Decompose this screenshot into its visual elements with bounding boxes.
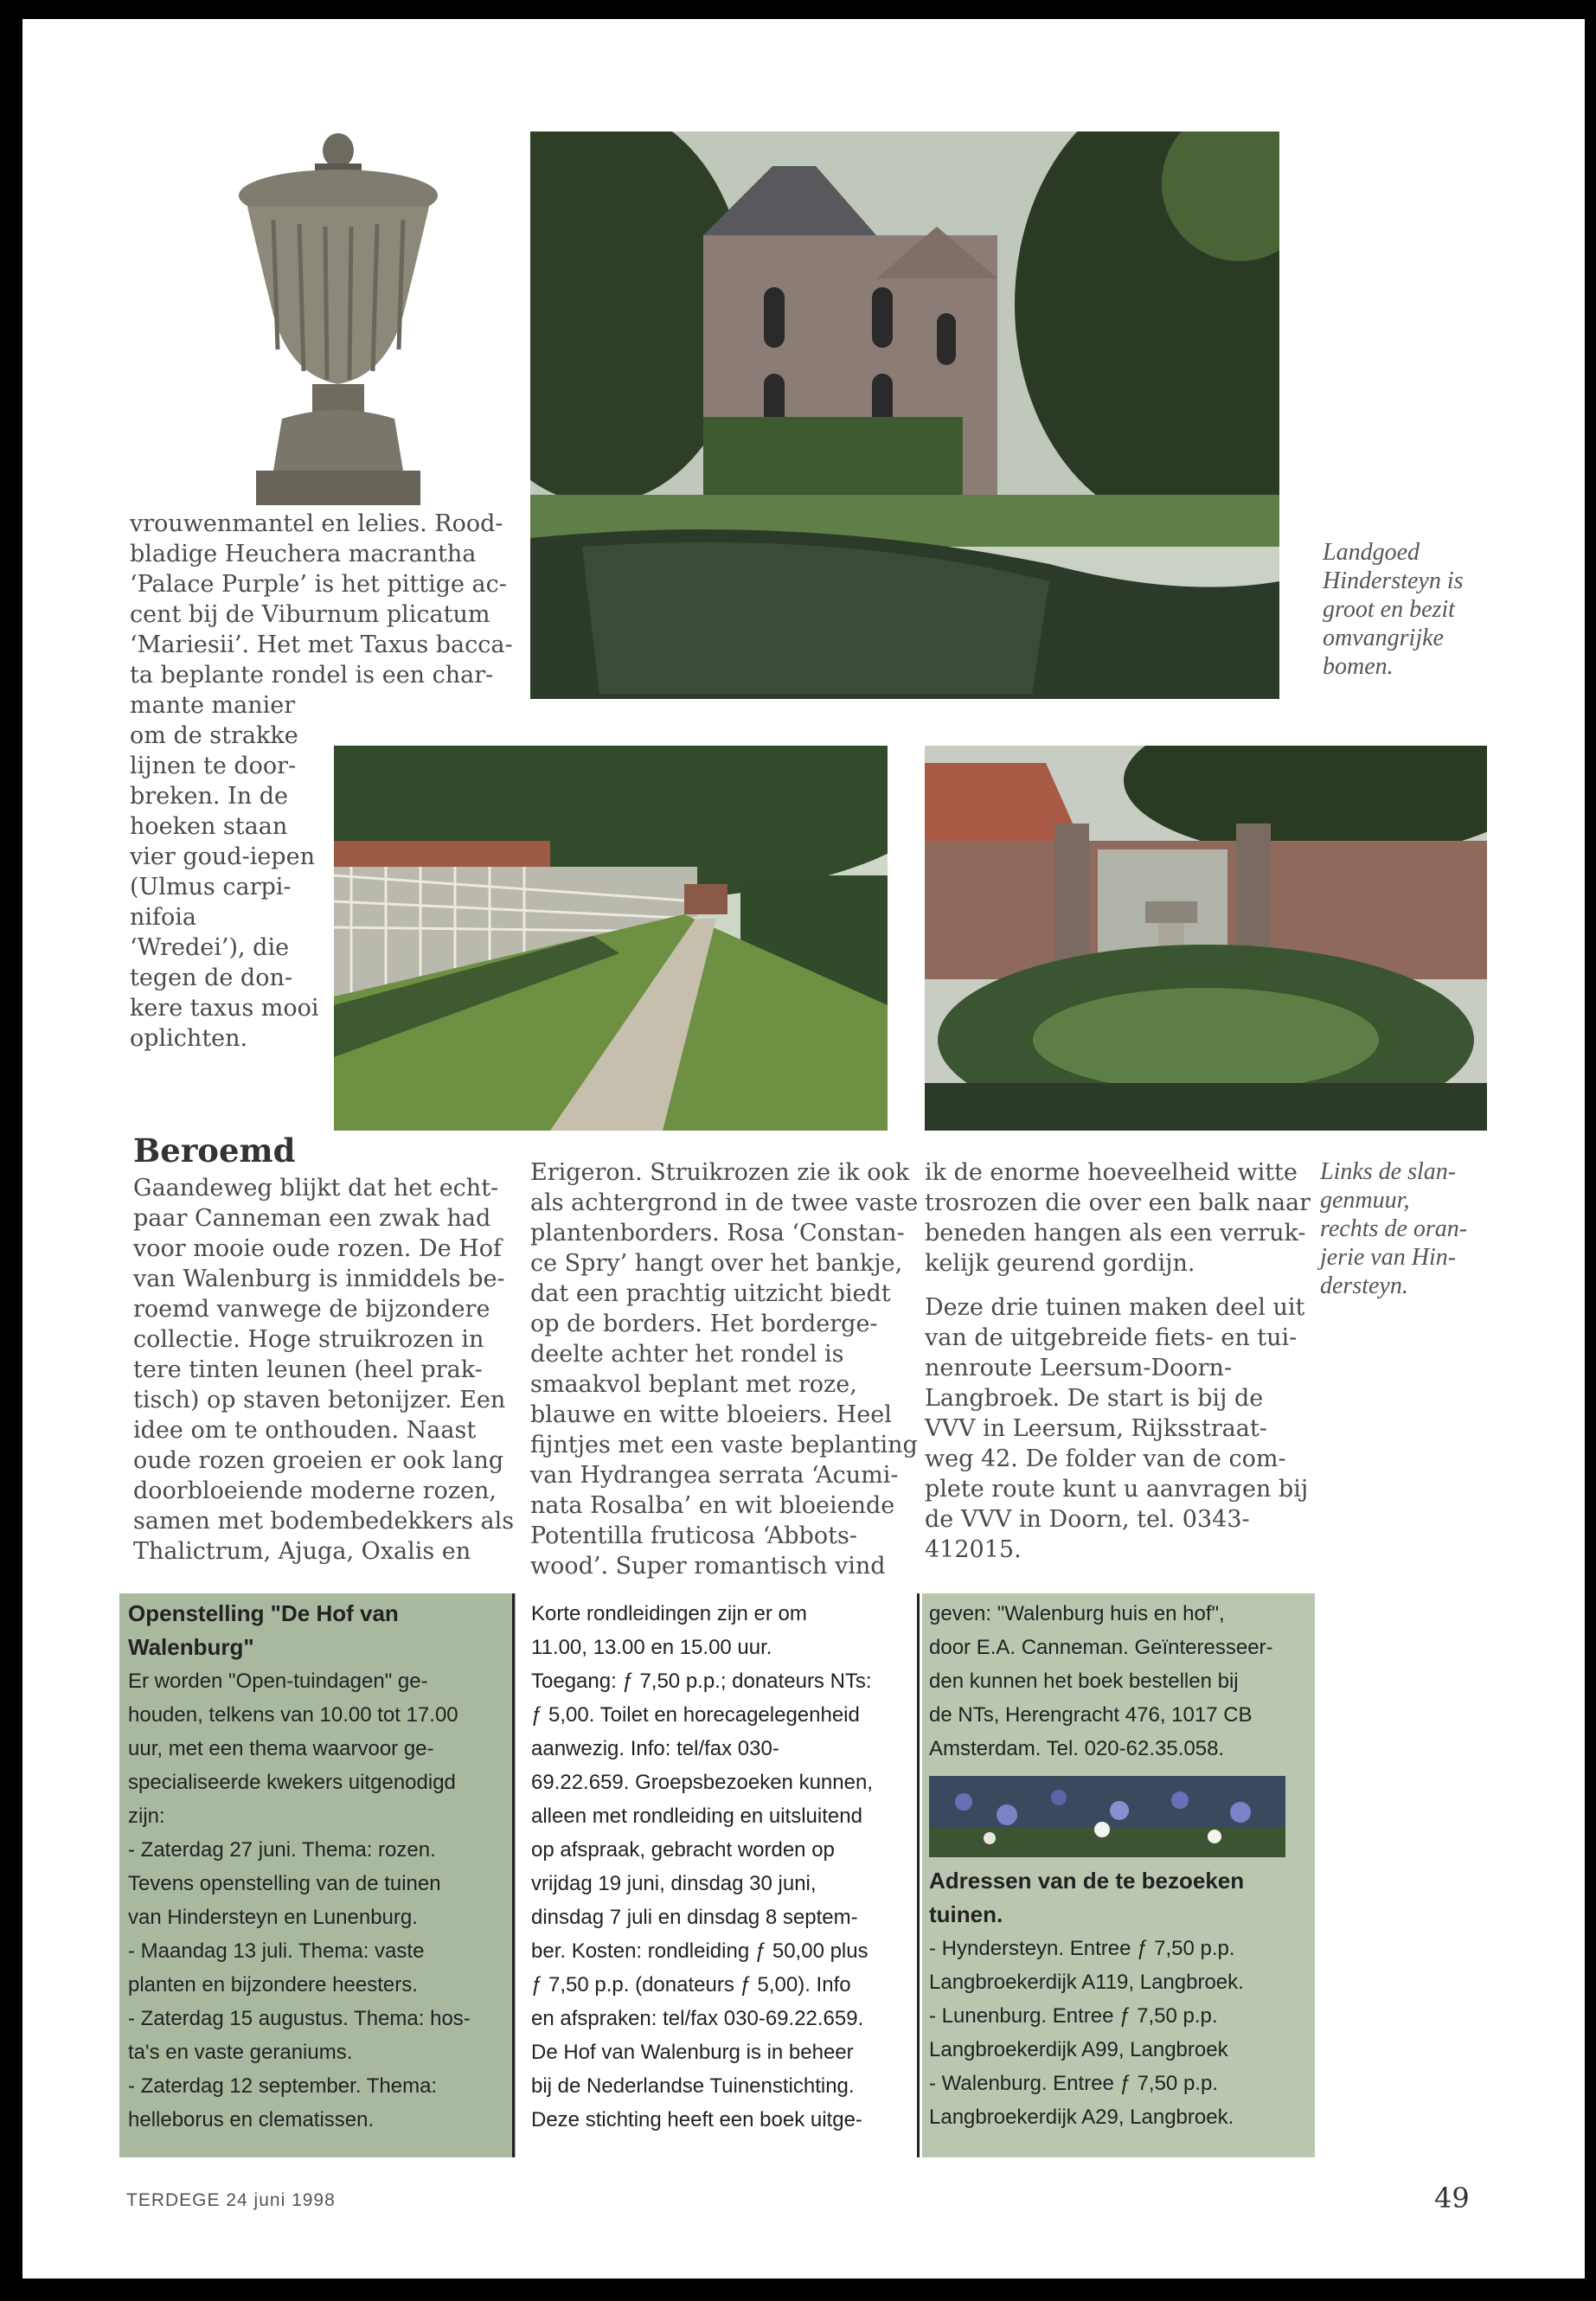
text-line: mante manier (130, 692, 296, 719)
text-line: (Ulmus carpi- (130, 874, 292, 901)
text-line: uur, met een thema waarvoor ge- (128, 1737, 434, 1760)
text-line: bij de Nederlandse Tuinenstichting. (531, 2074, 855, 2098)
text-line: trosrozen die over een balk naar (925, 1189, 1311, 1216)
text-line: op afspraak, gebracht worden op (531, 1838, 835, 1862)
magazine-page (22, 19, 1585, 2279)
text-line: en afspraken: tel/fax 030-69.22.659. (531, 2007, 864, 2030)
text-line: bladige Heuchera macrantha (130, 541, 477, 567)
text-line: door E.A. Canneman. Geïnteresseer- (929, 1636, 1273, 1659)
text-line: planten en bijzondere heesters. (128, 1973, 418, 1997)
text-line: - Hyndersteyn. Entree ƒ 7,50 p.p. (929, 1937, 1235, 1960)
text-line: - Maandag 13 juli. Thema: vaste (128, 1939, 425, 1963)
text-line: voor mooie oude rozen. De Hof (133, 1235, 502, 1262)
box-title: Walenburg" (128, 1634, 254, 1660)
column-divider (512, 1593, 515, 2157)
text-line: ik de enorme hoeveelheid witte (925, 1159, 1298, 1186)
castle-photo (530, 131, 1279, 699)
text-line: ta beplante rondel is een char- (130, 662, 494, 689)
text-line: VVV in Leersum, Rijksstraat- (925, 1415, 1267, 1442)
text-line: 412015. (925, 1536, 1022, 1563)
text-line: zijn: (128, 1804, 165, 1828)
info-box-opening (119, 1593, 516, 2157)
text-line: ‘Palace Purple’ is het pittige ac- (130, 571, 507, 598)
text-line: ‘Wredei’), die (130, 934, 290, 961)
text-line: samen met bodembedekkers als (133, 1508, 515, 1535)
text-line: ce Spry’ hangt over het bankje, (530, 1250, 903, 1277)
text-line: vier goud-iepen (130, 843, 315, 870)
text-line: Toegang: ƒ 7,50 p.p.; donateurs NTs: (531, 1670, 872, 1693)
text-line: dinsdag 7 juli en dinsdag 8 septem- (531, 1906, 858, 1929)
text-line: weg 42. De folder van de com- (925, 1445, 1286, 1472)
text-line: - Zaterdag 27 juni. Thema: rozen. (128, 1838, 436, 1862)
text-line: De Hof van Walenburg is in beheer (531, 2041, 854, 2064)
text-line: nenroute Leersum-Doorn- (925, 1355, 1233, 1381)
text-line: Potentilla fruticosa ‘Abbots- (530, 1522, 857, 1549)
body-column-2 (530, 1157, 918, 1581)
text-line: roemd vanwege de bijzondere (133, 1296, 490, 1323)
info-box-tours (526, 1593, 915, 2140)
text-line: 69.22.659. Groepsbezoeken kunnen, (531, 1771, 873, 1794)
text-line: - Zaterdag 12 september. Thema: (128, 2074, 438, 2098)
text-line: helleborus en clematissen. (128, 2108, 375, 2131)
text-line: plete route kunt u aanvragen bij (925, 1476, 1309, 1503)
page-number: 49 (1434, 2182, 1470, 2214)
text-line: Langbroek. De start is bij de (925, 1385, 1264, 1412)
text-line: Gaandeweg blijkt dat het echt- (133, 1175, 499, 1202)
text-line: oplichten. (130, 1025, 248, 1052)
caption-line: bomen. (1323, 653, 1394, 680)
text-line: tere tinten leunen (heel prak- (133, 1356, 483, 1383)
text-line: kelijk geurend gordijn. (925, 1250, 1195, 1277)
text-line: de NTs, Herengracht 476, 1017 CB (929, 1703, 1253, 1727)
text-line: van Walenburg is inmiddels be- (133, 1266, 505, 1292)
text-line: op de borders. Het bordergе- (530, 1311, 878, 1337)
caption-line: genmuur, (1320, 1187, 1410, 1214)
text-line: Erigeron. Struikrozen zie ik ook (530, 1159, 910, 1186)
box-title: tuinen. (929, 1901, 1003, 1927)
body-column-3 (925, 1157, 1311, 1565)
caption-line: Landgoed (1323, 539, 1420, 566)
text-line: - Zaterdag 15 augustus. Thema: hos- (128, 2007, 471, 2030)
caption-line: Hindersteyn is (1323, 567, 1464, 594)
caption-line: rechts de oran- (1320, 1215, 1468, 1242)
text-line: blauwe en witte bloeiers. Heel (530, 1401, 892, 1428)
text-line: ƒ 5,00. Toilet en horecagelegenheid (531, 1703, 860, 1727)
text-line: plantenborders. Rosa ‘Constan- (530, 1220, 905, 1247)
text-line: tegen de don- (130, 965, 292, 991)
text-line: hoeken staan (130, 813, 288, 840)
column-divider (917, 1593, 920, 2157)
text-line: ber. Kosten: rondleiding ƒ 50,00 plus (531, 1939, 869, 1963)
text-line: alleen met rondleiding en uitsluitend (531, 1804, 862, 1828)
text-line: den kunnen het boek bestellen bij (929, 1670, 1239, 1693)
text-line: om de strakke (130, 722, 298, 749)
text-line: Deze drie tuinen maken deel uit (925, 1294, 1305, 1321)
text-line: Thalictrum, Ajuga, Oxalis en (133, 1538, 471, 1565)
text-line: lijnen te door- (130, 753, 297, 779)
text-line: ta's en vaste geraniums. (128, 2041, 353, 2064)
text-line: doorbloeiende moderne rozen, (133, 1477, 497, 1504)
text-line: oude rozen groeien er ook lang (133, 1447, 504, 1474)
caption-line: jerie van Hin- (1320, 1244, 1457, 1271)
text-line: Langbroekerdijk A119, Langbroek. (929, 1971, 1244, 1994)
publication-footer: TERDEGE 24 juni 1998 (126, 2190, 336, 2210)
text-line: Deze stichting heeft een boek uitge- (531, 2108, 862, 2131)
text-line: breken. In de (130, 783, 288, 810)
text-line: kere taxus mooi (130, 995, 319, 1022)
info-box-addresses (922, 1593, 1315, 2157)
text-line: Amsterdam. Tel. 020-62.35.058. (929, 1737, 1225, 1760)
text-line: nata Rosalba’ en wit bloeiende (530, 1492, 895, 1519)
text-line: houden, telkens van 10.00 tot 17.00 (128, 1703, 458, 1727)
section-heading: Beroemd (133, 1131, 296, 1170)
orangery-photo (925, 746, 1487, 1131)
text-line: wood’. Super romantisch vind (530, 1553, 886, 1580)
text-line: Langbroekerdijk A99, Langbroek (929, 2038, 1228, 2061)
garden-caption (1320, 1157, 1467, 1300)
text-line: van Hindersteyn en Lunenburg. (128, 1906, 418, 1929)
text-line: vrijdag 19 juni, dinsdag 30 juni, (531, 1872, 817, 1895)
text-line: van de uitgebreide fiets- en tui- (925, 1324, 1298, 1351)
caption-line: omvangrijke (1323, 625, 1444, 651)
castle-caption (1323, 538, 1464, 681)
flower-photo (929, 1776, 1285, 1857)
text-line: van Hydrangea serrata ‘Acumi- (530, 1462, 899, 1489)
text-line: cent bij de Viburnum plicatum (130, 601, 490, 628)
body-column-1 (133, 1173, 514, 1567)
text-line: vrouwenmantel en lelies. Rood- (130, 510, 503, 537)
text-line: ‘Mariesii’. Het met Taxus bacca- (130, 631, 513, 658)
box-title: Adressen van de te bezoeken (929, 1868, 1245, 1894)
text-line: aanwezig. Info: tel/fax 030- (531, 1737, 779, 1760)
text-line: Tevens openstelling van de tuinen (128, 1872, 441, 1895)
caption-line: Links de slan- (1320, 1158, 1457, 1185)
text-line: idee om te onthouden. Naast (133, 1417, 477, 1444)
text-line: - Walenburg. Entree ƒ 7,50 p.p. (929, 2072, 1218, 2095)
urn-photo (221, 125, 455, 522)
text-line: dat een prachtig uitzicht biedt (530, 1280, 891, 1307)
text-line: ƒ 7,50 p.p. (donateurs ƒ 5,00). Info (531, 1973, 851, 1997)
text-line: geven: "Walenburg huis en hof", (929, 1602, 1225, 1625)
text-line: Korte rondleidingen zijn er om (531, 1602, 807, 1625)
text-line: specialiseerde kwekers uitgenodigd (128, 1771, 456, 1794)
caption-line: dersteyn. (1320, 1272, 1408, 1299)
text-line: paar Canneman een zwak had (133, 1205, 491, 1232)
text-line: beneden hangen als een verruk- (925, 1220, 1306, 1247)
text-line: als achtergrond in de twee vaste (530, 1189, 919, 1216)
caption-line: groot en bezit (1323, 596, 1455, 623)
text-line: Er worden "Open-tuindagen" ge- (128, 1670, 428, 1693)
text-line: Langbroekerdijk A29, Langbroek. (929, 2106, 1234, 2129)
text-line: tisch) op staven betonijzer. Een (133, 1387, 506, 1413)
text-line: smaakvol beplant met roze, (530, 1371, 857, 1398)
text-line: de VVV in Doorn, tel. 0343- (925, 1506, 1250, 1533)
text-line: 11.00, 13.00 en 15.00 uur. (531, 1636, 772, 1659)
text-line: - Lunenburg. Entree ƒ 7,50 p.p. (929, 2004, 1218, 2028)
text-line: nifoia (130, 904, 197, 931)
box-title: Openstelling "De Hof van (128, 1600, 399, 1626)
text-line: deelte achter het rondel is (530, 1341, 844, 1368)
intro-text (130, 509, 513, 1054)
text-line: collectie. Hoge struikrozen in (133, 1326, 484, 1353)
text-line: fijntjes met een vaste beplanting (530, 1432, 918, 1458)
